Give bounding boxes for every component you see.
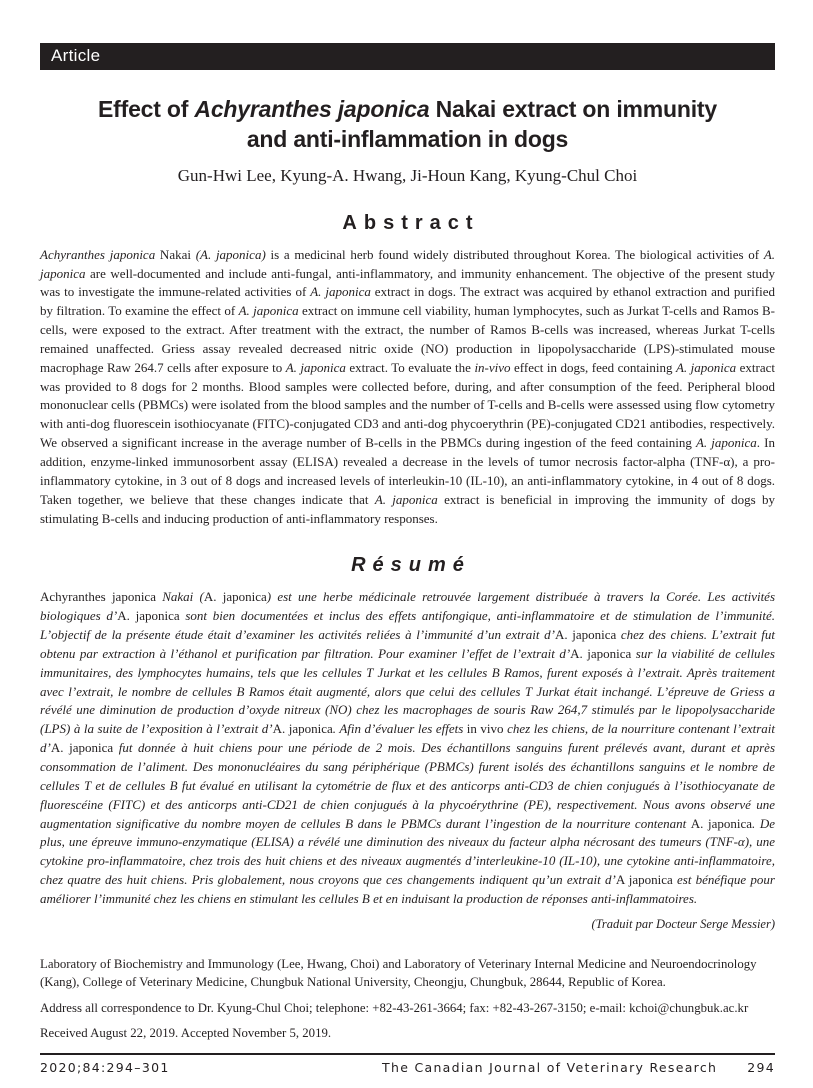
citation-text: 2020;84:294–301	[40, 1060, 170, 1075]
page-bottom-block	[40, 955, 775, 1075]
footer-bar	[40, 1060, 775, 1075]
abstract-section	[40, 212, 775, 529]
resume-heading: Résumé	[351, 554, 471, 577]
affiliations-block	[40, 955, 775, 1043]
correspondence-line: Address all correspondence to Dr. Kyung-Chul Choi; telephone: +82-43-261-3664; fax: +82-43-267-3150; e-mail: kchoi@chungbuk.ac.kr	[40, 1000, 749, 1015]
resume-section	[40, 554, 775, 931]
authors-line: Gun-Hwi Lee, Kyung-A. Hwang, Ji-Houn Kang, Kyung-Chul Choi	[177, 165, 638, 185]
translator-credit: (Traduit par Docteur Serge Messier)	[591, 916, 775, 931]
page-title: Effect of Achyranthes japonica Nakai extract on immunity and anti-inflammation in dogs	[98, 96, 717, 153]
footer-rule	[40, 1053, 775, 1055]
article-banner	[40, 43, 775, 70]
article-banner-label: Article	[51, 46, 101, 65]
page-number: 294	[747, 1060, 775, 1075]
abstract-heading: Abstract	[342, 211, 480, 234]
journal-name: The Canadian Journal of Veterinary Research	[382, 1060, 718, 1075]
abstract-paragraph: Achyranthes japonica Nakai (A. japonica) is a medicinal herb found widely distributed throughout Korea. The biological activities of A. japonica are well-documented and include anti-fungal, anti-inflammatory, and immunity enhancement. The objective of the present study was to investigate the immune-related activities of A. japonica extract in dogs. The extract was acquired by ethanol extraction and purified by filtration. To examine the effect of A. japonica extract on immune cell viability, human lymphocytes, such as Jurkat T-cells and Ramos B-cells, were exposed to the extract. After treatment with the extract, the number of Ramos B-cells was increased, whereas Jurkat T-cells remained unaffected. Griess assay revealed decreased nitric oxide (NO) production in lipopolysaccharide (LPS)-stimulated mouse macrophage Raw 264.7 cells after exposure to A. japonica extract. To evaluate the in-vivo effect in dogs, feed containing A. japonica extract was provided to 8 dogs for 2 months. Blood samples were collected before, during, and after consumption of the feed. Peripheral blood mononuclear cells (PBMCs) were isolated from the blood samples and the number of T-cells and B-cells were assessed using flow cytometry with anti-dog fluorescein isothiocyanate (FITC)-conjugated CD3 and anti-dog phycoerythrin (PE)-conjugated CD21 antibodies, respectively. We observed a significant increase in the average number of B-cells in the PBMCs during ingestion of the feed containing A. japonica. In addition, enzyme-linked immunosorbent assay (ELISA) revealed a decrease in the levels of tumor necrosis factor-alpha (TNF-α), a pro-inflammatory cytokine, in 3 out of 8 dogs and increased levels of interleukin-10 (IL-10), an anti-inflammatory cytokine, in 4 out of 8 dogs. Taken together, we believe that these changes indicate that A. japonica extract is beneficial in improving the immunity of dogs by stimulating B-cells and inducing production of anti-inflammatory responses.	[40, 246, 776, 526]
footer-right-group	[382, 1060, 775, 1075]
affiliation-line: Laboratory of Biochemistry and Immunology (Lee, Hwang, Choi) and Laboratory of Veterinary Internal Medicine and Neuroendocrinology (Kang), College of Veterinary Medicine, Chungbuk National University, Cheongju, Chungbuk, 28644, Republic of Korea.	[40, 956, 757, 990]
received-accepted-line: Received August 22, 2019. Accepted November 5, 2019.	[40, 1026, 332, 1041]
resume-paragraph: Achyranthes japonica Nakai (A. japonica) est une herbe médicinale retrouvée largement distribuée à travers la Corée. Les activités biologiques d’A. japonica sont bien documentées et inclus des effets antifongique, anti-inflammatoire et de stimulation de l’immunité. L’objectif de la présente étude était d’examiner les activités reliées à l’immunité d’un extrait d’A. japonica chez des chiens. L’extrait fut obtenu par extraction à l’éthanol et purification par filtration. Pour examiner l’effet de l’extrait d’A. japonica sur la viabilité de cellules immunitaires, des lymphocytes humains, tels que les cellules T Jurkat et les cellules B Ramos, furent exposés à l’extrait. Après traitement avec l’extrait, le nombre de cellules B Ramos était augmenté, alors que celui des cellules T Jurkat était inchangé. L’épreuve de Griess a révélé une diminution de production d’oxyde nitreux (NO) chez les macrophages de souris Raw 264,7 stimulés par le lipopolysaccharide (LPS) à la suite de l’exposition à l’extrait d’A. japonica. Afin d’évaluer les effets in vivo chez les chiens, de la nourriture contenant l’extrait d’A. japonica fut donnée à huit chiens pour une période de 2 mois. Des échantillons sanguins furent prélevés avant, durant et après consommation de l’aliment. Des mononucléaires du sang périphérique (PBMCs) furent isolés des échantillons sanguins et le nombre de cellules T et de cellules B fut évalué en utilisant la cytométrie de flux et des anticorps anti-CD3 de chien conjugués à l’isothiocyanate de fluorescéine (FITC) et des anticorps anti-CD21 de chien conjugués à la phycoérythrine (PE), respectivement. Nous avons observé une augmentation significative du nombre moyen de cellules B dans le PBMCs durant l’ingestion de la nourriture contenant A. japonica. De plus, une épreuve immuno-enzymatique (ELISA) a révélé une diminution des niveaux du facteur alpha nécrosant des tumeurs (TNF-α), une cytokine pro-inflammatoire, chez trois des huit chiens et des niveaux augmentés d’interleukine-10 (IL-10), une cytokine anti-inflammatoire, chez quatre des huit chiens. Pris globalement, nous croyons que ces changements indiquent qu’un extrait d’A japonica est bénéfique pour améliorer l’immunité chez les chiens en stimulant les cellules B et en induisant la production de réponses anti-inflammatoires.	[40, 589, 776, 906]
